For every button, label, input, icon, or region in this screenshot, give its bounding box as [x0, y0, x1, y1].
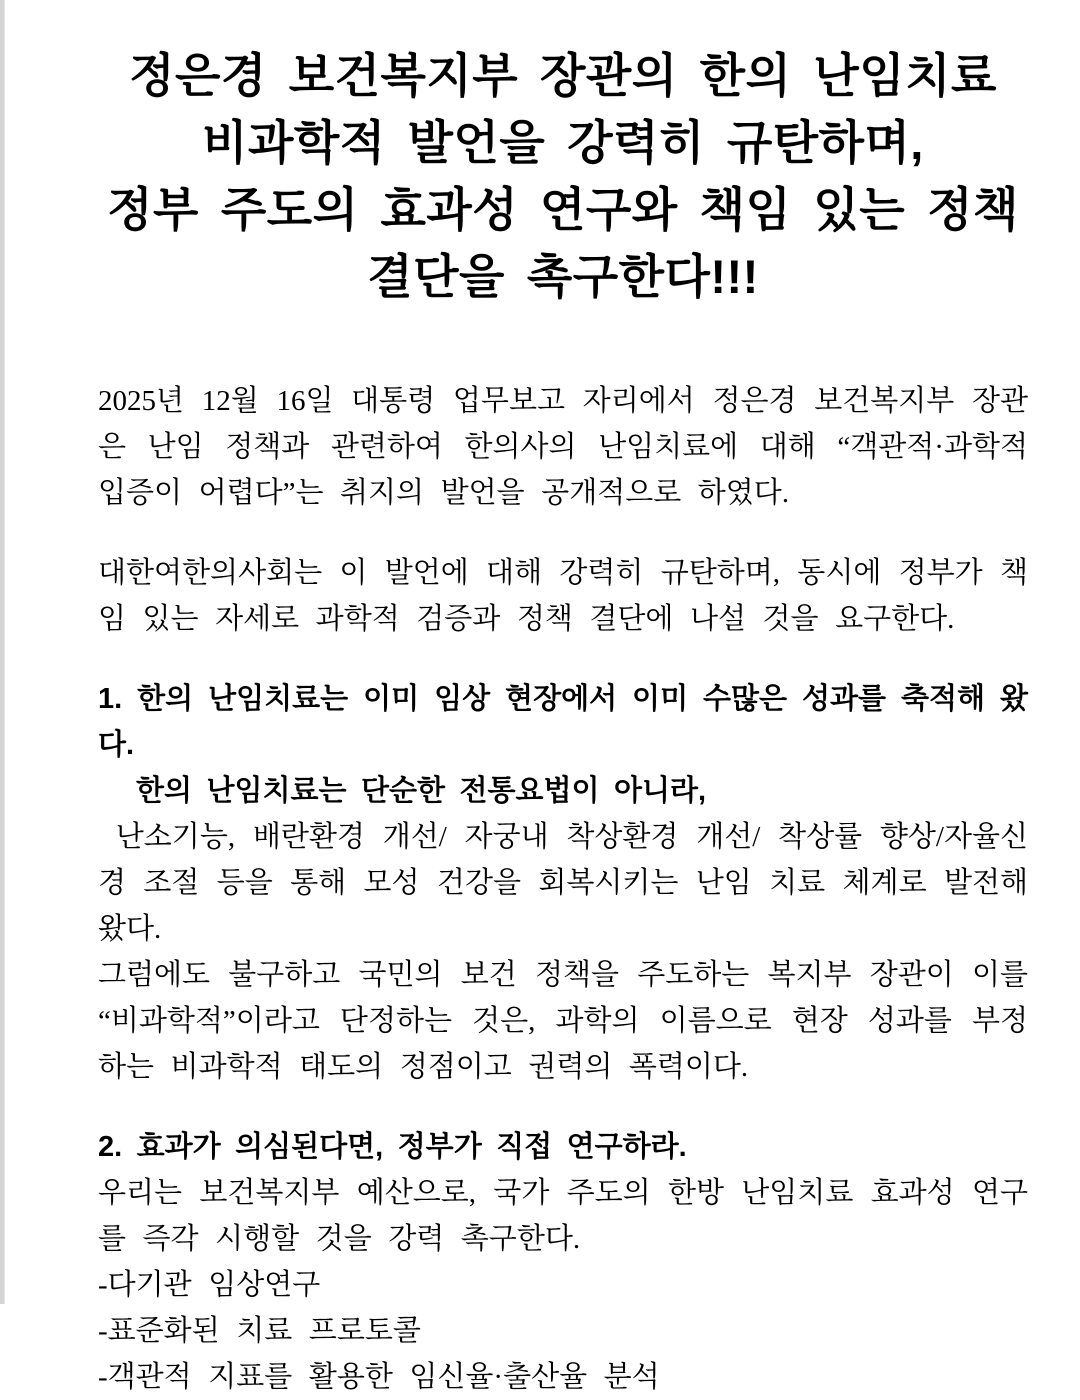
- demand-list-item-3: -객관적 지표를 활용한 임신율·출산율 분석: [98, 1361, 660, 1393]
- document-title: [98, 42, 1028, 310]
- intro-paragraph-2: 대한여한의사회는 이 발언에 대해 강력히 규탄하며, 동시에 정부가 책임 있는 자세로 과학적 검증과 정책 결단에 나설 것을 요구한다.: [98, 557, 1028, 635]
- section-1-heading-line-1: 1. 한의 난임치료는 이미 임상 현장에서 이미 수많은 성과를 축적해 왔다.: [98, 683, 1028, 761]
- title-line-3: 정부 주도의 효과성 연구와 책임 있는 정책: [107, 183, 1019, 236]
- section-1-heading-line-2: 한의 난임치료는 단순한 전통요법이 아니라,: [136, 775, 707, 807]
- title-line-1: 정은경 보건복지부 장관의 한의 난임치료: [129, 49, 997, 102]
- section-2-heading: 2. 효과가 의심된다면, 정부가 직접 연구하라.: [98, 1131, 687, 1163]
- section-2-paragraph: 우리는 보건복지부 예산으로, 국가 주도의 한방 난임치료 효과성 연구를 즉각 시행할 것을 강력 촉구한다.: [98, 1177, 1028, 1255]
- demand-list-item-1: -다기관 임상연구: [98, 1269, 321, 1301]
- title-line-4: 결단을 촉구한다!!!: [367, 250, 759, 303]
- title-line-2: 비과학적 발언을 강력히 규탄하며,: [202, 116, 924, 169]
- section-1-paragraph-2: 그럼에도 불구하고 국민의 보건 정책을 주도하는 복지부 장관이 이를 “비과학적”이라고 단정하는 것은, 과학의 이름으로 현장 성과를 부정하는 비과학적 태도의 정점이고 권력의 폭력이다.: [98, 959, 1028, 1083]
- section-1-paragraph-1: 난소기능, 배란환경 개선/ 자궁내 착상환경 개선/ 착상률 향상/자율신경 조절 등을 통해 모성 건강을 회복시키는 난임 치료 체계로 발전해 왔다.: [98, 821, 1045, 945]
- demand-list-item-2: -표준화된 치료 프로토콜: [98, 1315, 421, 1347]
- section-2: [98, 1124, 1028, 1400]
- section-1: [98, 676, 1045, 1090]
- intro-paragraph-1: 2025년 12월 16일 대통령 업무보고 자리에서 정은경 보건복지부 장관은 난임 정책과 관련하여 한의사의 난임치료에 대해 “객관적·과학적 입증이 어렵다”는 취지의 발언을 공개적으로 하였다.: [98, 385, 1028, 509]
